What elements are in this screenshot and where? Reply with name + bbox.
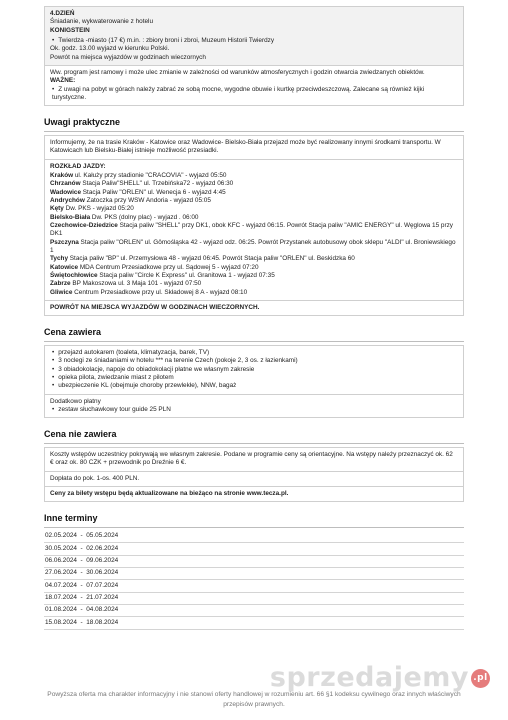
- schedule-stop: [50, 172, 458, 180]
- stop-name: Katowice: [50, 263, 79, 271]
- extra-cell: [45, 395, 463, 418]
- excludes-line1: Koszty wstępów uczestnicy pokrywają we własnym zakresie. Podane w programie ceny są orientacyjne. Na wstępy należy przeznaczyć ok. 62 € oraz ok. 80 CZK + przewodnik po Dreźnie 6 €.: [45, 448, 463, 472]
- price-excludes-box: [44, 447, 464, 502]
- schedule-stop: [50, 222, 458, 239]
- stop-name: Chrzanów: [50, 180, 81, 188]
- return-note: POWRÓT NA MIEJSCA WYJAZDÓW W GODZINACH WIECZORNYCH.: [50, 303, 260, 311]
- stop-details: Stacja Paliw"SHELL" ul. Trzebińska72 - wyjazd 06:30: [80, 180, 234, 188]
- day4-bullet: • Twierdza -miasto (17 €) m.in. : zbiory broni i zbroi, Muzeum Historii Twierdzy: [50, 37, 458, 45]
- stop-details: BP Makoszowa ul. 3 Maja 101 - wyjazd 07:50: [70, 280, 202, 288]
- stop-name: Wadowice: [50, 188, 82, 196]
- day4-line1: Śniadanie, wykwaterowanie z hotelu: [50, 18, 154, 26]
- price-excludes-heading: Cena nie zawiera: [44, 429, 464, 444]
- practical-heading: Uwagi praktyczne: [44, 117, 464, 132]
- date-row: 27.06.2024 - 30.06.2024: [44, 568, 464, 580]
- schedule-stop: [50, 214, 458, 222]
- practical-info: Informujemy, że na trasie Kraków - Katowice oraz Wadowice- Bielsko-Biała przejazd może być realizowany innymi środkami transportu. W Katowicach lub Bielsku-Białej istnieje możliwość przesiadki.: [45, 136, 463, 160]
- stop-details: Dw. PKS (dolny plac) - wyjazd . 06:00: [90, 213, 199, 221]
- stop-name: Gliwice: [50, 288, 73, 296]
- date-row: 15.08.2024 - 18.08.2024: [44, 617, 464, 629]
- date-row: 01.08.2024 - 04.08.2024: [44, 605, 464, 617]
- stop-details: Zatoczka przy WSW Andoria - wyjazd 05:05: [84, 196, 211, 204]
- price-includes-box: [44, 345, 464, 418]
- stop-name: Kraków: [50, 171, 74, 179]
- extra-item: • zestaw słuchawkowy tour guide 25 PLN: [50, 406, 458, 414]
- schedule-stop: [50, 264, 458, 272]
- schedule-list: [50, 172, 458, 297]
- notes-important-label: WAŻNE:: [50, 77, 76, 85]
- schedule-stop: [50, 239, 458, 256]
- other-dates-list: [44, 531, 464, 630]
- schedule-cell: [45, 160, 463, 301]
- schedule-stop: [50, 205, 458, 213]
- date-row: 18.07.2024 - 21.07.2024: [44, 593, 464, 605]
- schedule-stop: [50, 189, 458, 197]
- footer-disclaimer: Powyższa oferta ma charakter informacyjny i nie stanowi oferty handlowej w rozumieniu art. 66 §1 kodeksu cywilnego oraz innych właściwych przepisów prawnych.: [47, 691, 461, 708]
- stop-details: Stacja Paliw "ORLEN" ul. Wenecja 6 - wyjazd 4:45: [81, 188, 226, 196]
- schedule-stop: [50, 280, 458, 288]
- stop-name: Zabrze: [50, 280, 71, 288]
- date-row: 02.05.2024 - 05.05.2024: [44, 531, 464, 543]
- includes-item: • przejazd autokarem (toaleta, klimatyzacja, barek, TV): [50, 349, 458, 357]
- notes-cell: [45, 66, 463, 105]
- watermark-text: sprzedajemy: [269, 662, 469, 693]
- stop-details: Stacja paliw "SHELL" przy DK1, obok KFC - wyjazd 06:15. Powrót Stacja paliw "AMIC ENERGY" ul. Węglowa 15 przy DK1: [50, 221, 453, 238]
- notes-line1: Ww. program jest ramowy i może ulec zmianie w zależności od warunków atmosferycznych i godzin otwarcia zwiedzanych obiektów.: [50, 68, 425, 76]
- stop-name: Pszczyna: [50, 238, 79, 246]
- schedule-stop: [50, 272, 458, 280]
- includes-item: • 3 obiadokolacje, napoje do obiadokolacji płatne we własnym zakresie: [50, 366, 458, 374]
- stop-details: Stacja paliw "BP" ul. Przemysłowa 48 - wyjazd 06:45. Powrót Stacja paliw "ORLEN" ul. Beskidzka 60: [68, 255, 355, 263]
- stop-name: Kęty: [50, 205, 64, 213]
- schedule-stop: [50, 255, 458, 263]
- day4-title: 4.DZIEŃ: [50, 10, 75, 17]
- stop-details: Stacja paliw "Circle K Express" ul. Granitowa 1 - wyjazd 07:35: [97, 271, 275, 279]
- stop-details: ul. Kałuży przy stadionie "CRACOVIA" - wyjazd 05:50: [73, 171, 227, 179]
- day4-box: [44, 6, 464, 106]
- schedule-stop: [50, 289, 458, 297]
- date-row: 06.06.2024 - 09.06.2024: [44, 556, 464, 568]
- stop-details: Stacja paliw "ORLEN" ul. Gômośląska 42 - wyjazd odz. 06:25. Powrót Przystanek autobusowy obok sklepu "ALDI" ul. Broniewskiego 1: [50, 238, 456, 254]
- day4-line3: Ok. godz. 13.00 wyjazd w kierunku Polski.: [50, 45, 170, 53]
- includes-item: • opieka pilota, zwiedzanie miast z pilotem: [50, 374, 458, 382]
- stop-details: Centrum Przesiadkowe przy ul. Składowej 8 A - wyjazd 08:10: [72, 288, 248, 296]
- stop-details: MDA Centrum Przesiadkowe przy ul. Sądowej 5 - wyjazd 07:20: [78, 263, 259, 271]
- includes-item: • ubezpieczenie KL (obejmuje choroby przewlekłe), NNW, bagaż: [50, 382, 458, 390]
- price-includes-list: [45, 346, 463, 395]
- schedule-stop: [50, 180, 458, 188]
- excludes-line3: Ceny za bilety wstępu będą aktualizowane na bieżąco na stronie www.tecza.pl.: [50, 489, 289, 497]
- includes-item: • 3 noclegi ze śniadaniami w hotelu *** na terenie Czech (pokoje 2, 3 os. z łazienkami): [50, 357, 458, 365]
- stop-name: Bielsko-Biała: [50, 213, 91, 221]
- day4-cell: [45, 7, 463, 66]
- date-row: 04.07.2024 - 07.07.2024: [44, 580, 464, 592]
- stop-name: Andrychów: [50, 196, 85, 204]
- notes-bullet: • Z uwagi na pobyt w górach należy zabrać ze sobą mocne, wygodne obuwie i kurtkę przeciwdeszczową. Zalecane są również kijki turystyczne.: [50, 86, 458, 103]
- other-dates-heading: Inne terminy: [44, 513, 464, 528]
- watermark-badge: .pl: [471, 669, 490, 688]
- stop-details: Dw. PKS - wyjazd 05:20: [63, 205, 134, 213]
- practical-box: [44, 135, 464, 316]
- stop-name: Świętochłowice: [50, 271, 98, 279]
- stop-name: Tychy: [50, 255, 68, 263]
- stop-name: Czechowice-Dziedzice: [50, 221, 118, 229]
- schedule-stop: [50, 197, 458, 205]
- extra-label: Dodatkowo płatny: [50, 397, 101, 405]
- date-row: 30.05.2024 - 02.06.2024: [44, 543, 464, 555]
- schedule-title: ROZKŁAD JAZDY:: [50, 162, 106, 170]
- excludes-line2: Dopłata do pok. 1-os. 400 PLN.: [45, 472, 463, 487]
- day4-line4: Powrót na miejsca wyjazdów w godzinach wieczornych: [50, 53, 206, 61]
- day4-place: KONIGSTEIN: [50, 26, 90, 34]
- price-includes-heading: Cena zawiera: [44, 327, 464, 342]
